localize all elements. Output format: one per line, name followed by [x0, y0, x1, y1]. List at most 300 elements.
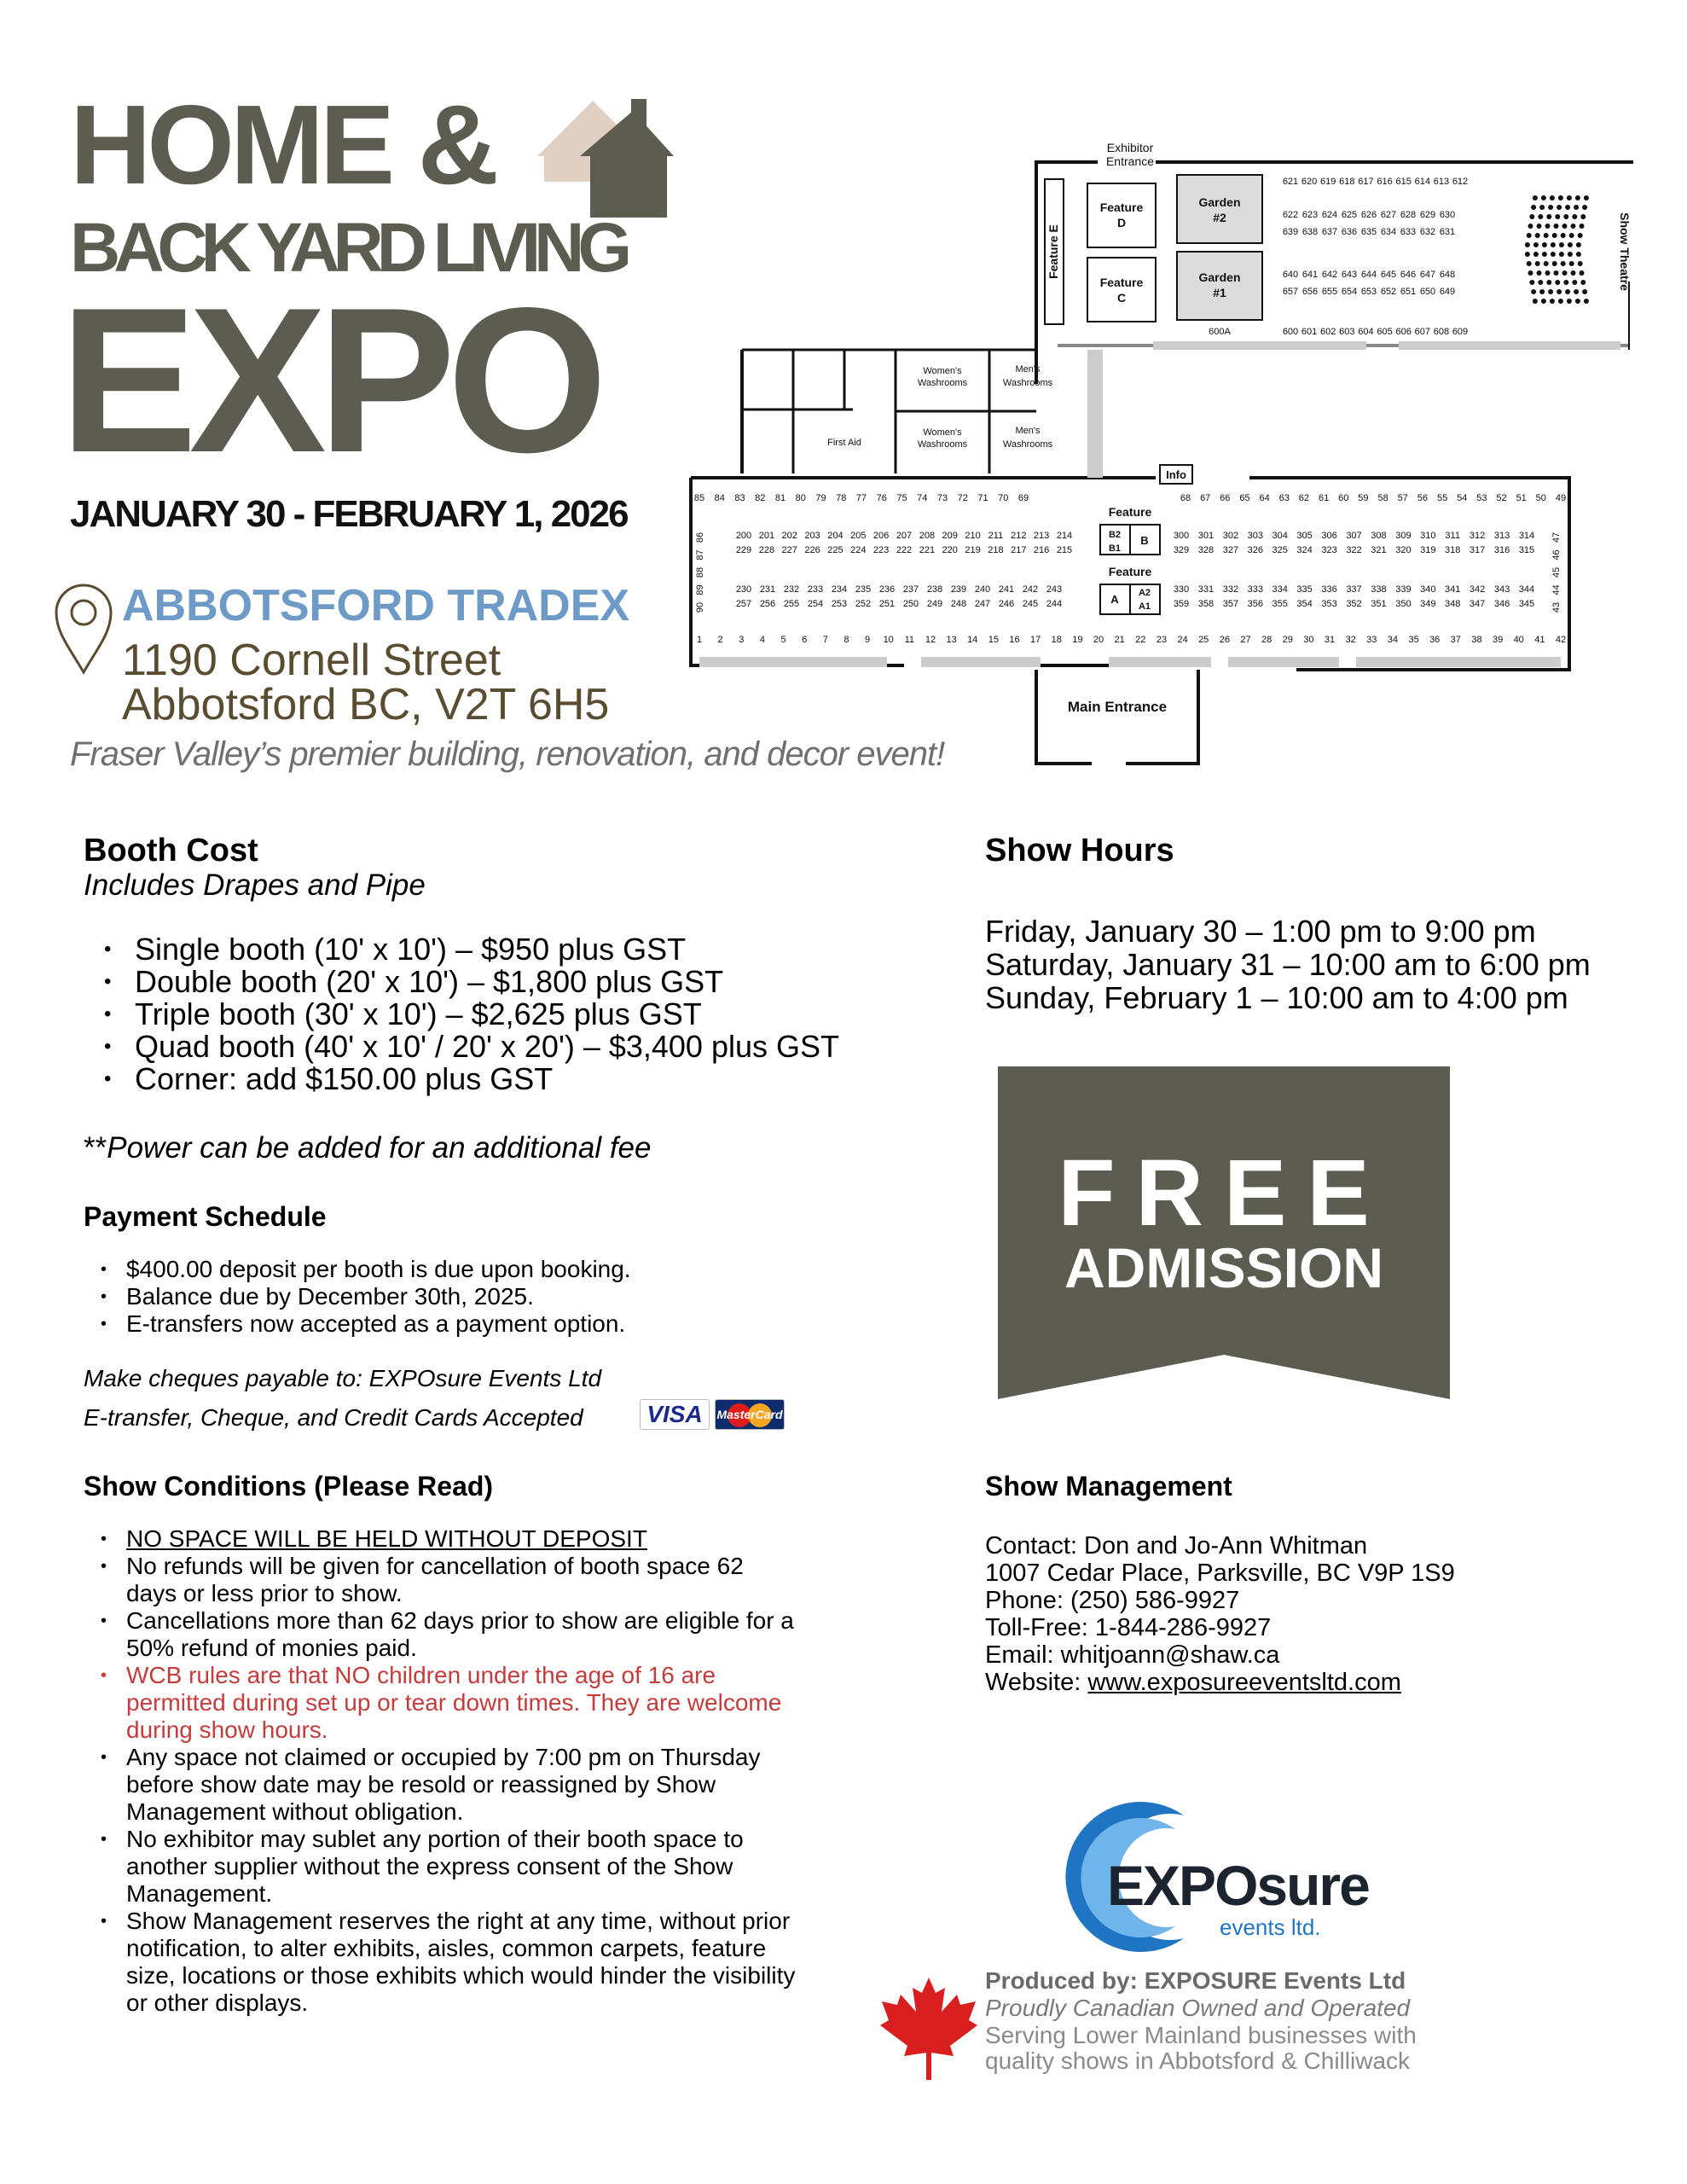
svg-text:#1: #1: [1213, 286, 1226, 299]
booth-number: 350: [1395, 599, 1412, 609]
contact-phone: Phone: (250) 586-9927: [985, 1587, 1240, 1614]
theatre-seat: [1538, 214, 1543, 219]
booth-number: 254: [807, 599, 824, 609]
booth-number: 332: [1222, 584, 1239, 595]
theatre-seat: [1569, 261, 1574, 266]
booth-number: 208: [919, 531, 936, 541]
booth-number: 306: [1321, 531, 1337, 541]
booth-number: 236: [878, 584, 896, 595]
booth-number: 51: [1516, 493, 1527, 503]
theatre-seat: [1568, 252, 1573, 257]
booth-number: 312: [1469, 531, 1486, 541]
booth-number: 212: [1011, 531, 1027, 541]
booth-number: 79: [815, 493, 826, 503]
booth-number: 66: [1220, 493, 1231, 503]
booth-number: 82: [755, 493, 766, 503]
theatre-seat: [1571, 224, 1576, 229]
payment-methods: E-transfer, Cheque, and Credit Cards Accepted: [84, 1404, 583, 1431]
booth-number: 349: [1420, 599, 1436, 609]
booth-number: 223: [872, 545, 890, 555]
booth-number: 622: [1282, 210, 1299, 220]
booth-number: 650: [1419, 287, 1436, 297]
list-item: • E-transfers now accepted as a payment option.: [84, 1310, 851, 1338]
booth-number: 33: [1366, 635, 1377, 645]
booth-number: 337: [1346, 584, 1362, 595]
booth-number: 246: [998, 599, 1015, 609]
booth-number: 209: [942, 531, 958, 541]
booth-number: 620: [1301, 177, 1318, 187]
booth-number: 67: [1200, 493, 1211, 503]
booth-number: 636: [1341, 227, 1358, 237]
theatre-seating: [1525, 195, 1589, 304]
booth-number: 334: [1272, 584, 1288, 595]
booth-number: 347: [1469, 599, 1486, 609]
svg-text:A: A: [1110, 593, 1119, 606]
maple-leaf-icon: [878, 1976, 979, 2082]
booth-number: 628: [1400, 210, 1417, 220]
floor-plan: [682, 136, 1646, 768]
theatre-seat: [1529, 214, 1534, 219]
booth-number: 69: [1017, 493, 1029, 503]
booth-number: 324: [1296, 545, 1313, 555]
svg-text:Washrooms: Washrooms: [1002, 439, 1053, 450]
booth-number: 227: [781, 545, 797, 555]
booth-number: 250: [902, 599, 919, 609]
theatre-seat: [1551, 242, 1556, 247]
title-expo: EXPO: [60, 265, 600, 496]
mens-washroom-2: Men's: [1015, 426, 1041, 436]
exposure-logo-subtext: events ltd.: [1220, 1914, 1321, 1940]
booth-number: 637: [1321, 227, 1338, 237]
first-aid-label: First Aid: [827, 438, 861, 448]
theatre-seat: [1541, 195, 1546, 200]
booth-number: 213: [1033, 531, 1050, 541]
booth-number: 633: [1400, 227, 1417, 237]
feature-e-label: Feature E: [1046, 224, 1060, 279]
booth-number: 322: [1346, 545, 1362, 555]
booth-number: 303: [1247, 531, 1263, 541]
booth-number: 608: [1433, 327, 1450, 337]
booth-number: 326: [1247, 545, 1263, 555]
booth-number: 52: [1496, 493, 1507, 503]
booth-number: 239: [950, 584, 967, 595]
booth-number: 618: [1339, 177, 1355, 187]
theatre-seat: [1525, 252, 1530, 257]
theatre-seat: [1525, 242, 1530, 247]
show-management-heading: Show Management: [985, 1471, 1232, 1502]
booth-number: 21: [1114, 635, 1125, 645]
booth-number: 19: [1072, 635, 1083, 645]
booth-number: 86: [695, 531, 705, 543]
booth-number: 42: [1555, 635, 1567, 645]
booth-number: 355: [1272, 599, 1288, 609]
booth-number: 61: [1318, 493, 1330, 503]
theatre-seat: [1555, 280, 1560, 285]
list-item: • Balance due by December 30th, 2025.: [84, 1283, 851, 1310]
booth-number: 46: [1551, 549, 1562, 561]
theatre-seat: [1541, 299, 1546, 304]
mens-washroom-1: Men's: [1015, 364, 1041, 375]
theatre-seat: [1565, 205, 1570, 210]
booth-number: 343: [1493, 584, 1510, 595]
list-item: • Any space not claimed or occupied by 7:00 pm on Thursday before show date may be resold or reassigned by Show Management without obligation.: [84, 1744, 800, 1826]
booth-cost-list: [84, 933, 919, 1095]
booth-number: 249: [926, 599, 943, 609]
list-item: • NO SPACE WILL BE HELD WITHOUT DEPOSIT: [84, 1525, 800, 1553]
booth-number: 325: [1272, 545, 1288, 555]
booth-number: 71: [977, 493, 988, 503]
booth-number: 7: [822, 635, 828, 645]
theatre-seat: [1528, 270, 1533, 276]
theatre-seat: [1575, 299, 1580, 304]
booth-number: 319: [1420, 545, 1436, 555]
list-item: • Corner: add $150.00 plus GST: [84, 1063, 919, 1095]
show-hours-heading: Show Hours: [985, 833, 1174, 868]
booth-number: 41: [1534, 635, 1545, 645]
booth-number: 627: [1380, 210, 1397, 220]
hours-line: Sunday, February 1 – 10:00 am to 4:00 pm: [985, 980, 1568, 1015]
booth-number: 301: [1197, 531, 1215, 541]
booth-number: 44: [1551, 584, 1562, 595]
booth-number: 242: [1022, 584, 1039, 595]
title-home: HOME &: [70, 82, 495, 207]
booth-number: 330: [1173, 584, 1190, 595]
booth-number: 623: [1301, 210, 1319, 220]
booth-number: 632: [1419, 227, 1436, 237]
booth-number: 26: [1219, 635, 1231, 645]
booth-number: 342: [1469, 584, 1486, 595]
svg-text:A2: A2: [1138, 588, 1151, 598]
booth-number: 90: [695, 601, 705, 613]
cheques-payable: Make cheques payable to: EXPOsure Events Ltd: [84, 1365, 602, 1391]
booth-number: 5: [780, 635, 786, 645]
svg-text:Washrooms: Washrooms: [1002, 378, 1053, 388]
booth-number: 25: [1198, 635, 1209, 645]
tagline: Fraser Valley’s premier building, renovation, and decor event!: [70, 735, 945, 773]
booth-number: 204: [827, 531, 844, 541]
theatre-seat: [1558, 299, 1563, 304]
booth-number: 75: [896, 493, 907, 503]
list-item: • Quad booth (40' x 10' / 20' x 20') – $3,400 plus GST: [84, 1031, 919, 1063]
theatre-seat: [1537, 224, 1542, 229]
website-link[interactable]: www.exposureeventsltd.com: [1087, 1669, 1401, 1696]
exposure-logo-text: EXPOsure: [1107, 1854, 1369, 1917]
booth-number: 205: [850, 531, 867, 541]
booth-number: 307: [1346, 531, 1362, 541]
theatre-seat: [1545, 224, 1551, 229]
booth-number: 329: [1173, 545, 1190, 555]
theatre-seat: [1580, 214, 1586, 219]
booth-number: 327: [1222, 545, 1239, 555]
booth-number: 320: [1395, 545, 1412, 555]
booth-number: 629: [1419, 210, 1436, 220]
booth-number: 202: [781, 531, 797, 541]
booth-number: 235: [855, 584, 872, 595]
booth-number: 80: [795, 493, 806, 503]
booth-number: 224: [850, 545, 867, 555]
booth-number: 6: [802, 635, 808, 645]
booth-number: 11: [904, 635, 915, 645]
booth-number: 345: [1518, 599, 1535, 609]
booth-number: 248: [950, 599, 967, 609]
theatre-seat: [1565, 289, 1570, 294]
booth-number: 657: [1282, 287, 1299, 297]
booth-number: 617: [1358, 177, 1374, 187]
mastercard-icon: MasterCard: [715, 1399, 785, 1430]
booth-number: 12: [925, 635, 936, 645]
booth-number: 56: [1417, 493, 1429, 503]
booth-number: 634: [1380, 227, 1397, 237]
womens-washroom-1: Women's: [923, 366, 962, 376]
theatre-seat: [1529, 280, 1534, 285]
theatre-seat: [1555, 214, 1560, 219]
booth-number: 232: [783, 584, 800, 595]
booth-number: 217: [1011, 545, 1027, 555]
booth-number: 58: [1377, 493, 1388, 503]
booth-number: 302: [1222, 531, 1239, 541]
booth-number: 85: [693, 493, 705, 503]
list-item: • Triple booth (30' x 10') – $2,625 plus GST: [84, 998, 919, 1031]
booth-number: 252: [855, 599, 872, 609]
title-backyard-living: BACK YARD LIVING: [70, 209, 626, 287]
garden-2-label: Garden: [1198, 195, 1241, 209]
conditions-list: [84, 1525, 800, 2017]
booth-number: 646: [1400, 270, 1417, 280]
booth-number: 218: [988, 545, 1004, 555]
theatre-seat: [1561, 261, 1566, 266]
booth-number: 328: [1197, 545, 1215, 555]
booth-number: 639: [1282, 227, 1299, 237]
theatre-seat: [1567, 195, 1572, 200]
booth-number: 241: [998, 584, 1015, 595]
booth-number: 642: [1321, 270, 1338, 280]
booth-number: 59: [1358, 493, 1369, 503]
booth-number: 84: [714, 493, 725, 503]
booth-number: 63: [1278, 493, 1290, 503]
booth-number: 619: [1320, 177, 1336, 187]
booth-number: 72: [957, 493, 968, 503]
booth-number: 17: [1029, 635, 1041, 645]
theatre-seat: [1527, 261, 1532, 266]
booth-number: 625: [1341, 210, 1358, 220]
map-pin-icon: [53, 580, 114, 676]
booth-number: 62: [1298, 493, 1310, 503]
booth-number: 13: [946, 635, 957, 645]
booth-number: 28: [1261, 635, 1272, 645]
feature-top-label: Feature: [1108, 505, 1152, 519]
theatre-seat: [1559, 242, 1564, 247]
payment-schedule-heading: Payment Schedule: [84, 1201, 327, 1232]
booth-number: 315: [1518, 545, 1535, 555]
booth-number: 621: [1282, 177, 1299, 187]
booth-number: 18: [1051, 635, 1062, 645]
booth-number: 630: [1439, 210, 1456, 220]
booth-number: 32: [1345, 635, 1356, 645]
theatre-seat: [1542, 242, 1547, 247]
booth-number: 36: [1429, 635, 1441, 645]
booth-number: 335: [1296, 584, 1313, 595]
booth-number: 214: [1056, 531, 1073, 541]
theatre-seat: [1533, 299, 1538, 304]
booth-number: 323: [1321, 545, 1337, 555]
booth-number: 654: [1341, 287, 1358, 297]
show-hours-list: [985, 915, 1591, 1014]
theatre-seat: [1551, 252, 1556, 257]
list-item: • WCB rules are that NO children under the age of 16 are permitted during set up or tear down times. They are welcome during show hours.: [84, 1662, 800, 1744]
booth-number: 613: [1433, 177, 1450, 187]
contact-website-row: Website: www.exposureeventsltd.com: [985, 1669, 1401, 1696]
theatre-seat: [1557, 205, 1562, 210]
theatre-seat: [1531, 205, 1536, 210]
theatre-seat: [1546, 214, 1551, 219]
booth-number: 216: [1033, 545, 1050, 555]
booth-number: 76: [876, 493, 887, 503]
theatre-seat: [1582, 289, 1587, 294]
booth-number: 356: [1247, 599, 1263, 609]
booth-number: 10: [883, 635, 894, 645]
theatre-seat: [1539, 289, 1545, 294]
theatre-seat: [1584, 195, 1589, 200]
booth-number: 77: [855, 493, 867, 503]
venue-name: ABBOTSFORD TRADEX: [122, 581, 630, 630]
list-item: • No exhibitor may sublet any portion of their booth space to another supplier without the express consent of the Show Management.: [84, 1826, 800, 1908]
theatre-seat: [1572, 280, 1577, 285]
booth-number: 203: [804, 531, 820, 541]
booth-number: 60: [1338, 493, 1349, 503]
booth-number: 253: [831, 599, 848, 609]
booth-number: 3: [739, 635, 745, 645]
theatre-seat: [1561, 233, 1566, 238]
booth-number: 601: [1301, 327, 1318, 337]
theatre-seat: [1576, 242, 1581, 247]
theatre-seat: [1554, 224, 1559, 229]
booth-number: 318: [1445, 545, 1461, 555]
booth-number: 353: [1321, 599, 1337, 609]
svg-text:Entrance: Entrance: [1105, 154, 1155, 168]
booth-number: 354: [1296, 599, 1313, 609]
booth-number: 238: [926, 584, 943, 595]
theatre-seat: [1580, 270, 1585, 276]
booth-number: 638: [1301, 227, 1319, 237]
svg-text:Washrooms: Washrooms: [917, 378, 968, 388]
booth-number: 215: [1056, 545, 1073, 555]
booth-number: 237: [902, 584, 919, 595]
feature-bottom-label: Feature: [1108, 565, 1152, 578]
garden-1-label: Garden: [1198, 270, 1241, 284]
theatre-seat: [1562, 224, 1568, 229]
theatre-seat: [1552, 233, 1557, 238]
theatre-seat: [1527, 233, 1532, 238]
theatre-seat: [1568, 242, 1573, 247]
serving-line-2: quality shows in Abbotsford & Chilliwack: [985, 2048, 1411, 2074]
hours-line: Friday, January 30 – 1:00 pm to 9:00 pm: [985, 914, 1536, 949]
booth-number: 317: [1469, 545, 1486, 555]
booth-number: 234: [831, 584, 848, 595]
booth-number: 73: [936, 493, 948, 503]
booth-number: 74: [917, 493, 928, 503]
booth-number: 257: [735, 599, 752, 609]
booth-number: 626: [1360, 210, 1377, 220]
booth-number: 40: [1513, 635, 1524, 645]
booth-number: 314: [1518, 531, 1535, 541]
list-item: • $400.00 deposit per booth is due upon booking.: [84, 1256, 851, 1283]
theatre-seat: [1558, 195, 1563, 200]
booth-number: 612: [1452, 177, 1469, 187]
booth-cost-subtitle: Includes Drapes and Pipe: [84, 868, 426, 902]
contact-tollfree: Toll-Free: 1-844-286-9927: [985, 1614, 1272, 1641]
booth-number: 609: [1452, 327, 1469, 337]
theatre-seat: [1574, 289, 1579, 294]
booth-number: 230: [735, 584, 752, 595]
booth-number: 211: [988, 531, 1004, 541]
booth-600a: 600A: [1209, 327, 1231, 337]
booth-number: 70: [998, 493, 1009, 503]
booth-number: 311: [1445, 531, 1460, 541]
booth-number: 225: [827, 545, 844, 555]
booth-number: 50: [1535, 493, 1546, 503]
booth-number: 207: [896, 531, 913, 541]
booth-number: 23: [1156, 635, 1168, 645]
main-entrance-label: Main Entrance: [1067, 699, 1168, 715]
admission-label: ADMISSION: [1064, 1236, 1384, 1299]
booth-number: 53: [1476, 493, 1487, 503]
theatre-seat: [1533, 242, 1539, 247]
booth-number: 43: [1551, 601, 1562, 613]
booth-number: 304: [1272, 531, 1288, 541]
venue-city: Abbotsford BC, V2T 6H5: [122, 680, 610, 729]
free-label: FREE: [1058, 1141, 1390, 1246]
svg-text:A1: A1: [1138, 601, 1151, 612]
theatre-seat: [1538, 280, 1543, 285]
booth-number: 49: [1555, 493, 1567, 503]
booth-number: 222: [896, 545, 913, 555]
feature-d-label: Feature: [1099, 200, 1144, 214]
booth-number: 29: [1282, 635, 1293, 645]
contact-email: Email: whitjoann@shaw.ca: [985, 1641, 1280, 1669]
womens-washroom-2: Women's: [923, 427, 962, 438]
booth-number: 15: [988, 635, 1000, 645]
booth-number: 2: [717, 635, 723, 645]
booth-number: 247: [974, 599, 991, 609]
booth-number: 31: [1324, 635, 1336, 645]
booth-number: 615: [1395, 177, 1412, 187]
show-theatre-label: Show Theatre: [1618, 212, 1632, 291]
booth-number: 653: [1360, 287, 1377, 297]
booth-number: 37: [1450, 635, 1461, 645]
booth-number: 68: [1180, 493, 1191, 503]
theatre-seat: [1571, 270, 1576, 276]
theatre-seat: [1580, 280, 1586, 285]
theatre-seat: [1544, 233, 1549, 238]
list-item: • Double booth (20' x 10') – $1,800 plus GST: [84, 966, 919, 998]
booth-number: 20: [1093, 635, 1104, 645]
booth-number: 341: [1445, 584, 1461, 595]
svg-text:B: B: [1140, 534, 1149, 547]
booth-cost-heading: Booth Cost: [84, 833, 258, 868]
theatre-seat: [1550, 195, 1555, 200]
booth-number: 605: [1377, 327, 1393, 337]
theatre-seat: [1574, 205, 1579, 210]
booth-number: 359: [1173, 599, 1190, 609]
booth-number: 313: [1493, 531, 1510, 541]
serving-line-1: Serving Lower Mainland businesses with: [985, 2022, 1417, 2048]
booth-number: 57: [1397, 493, 1408, 503]
theatre-seat: [1554, 270, 1559, 276]
theatre-seat: [1531, 289, 1536, 294]
booth-number: 27: [1240, 635, 1251, 645]
theatre-seat: [1576, 252, 1581, 257]
hours-line: Saturday, January 31 – 10:00 am to 6:00 pm: [985, 947, 1591, 982]
